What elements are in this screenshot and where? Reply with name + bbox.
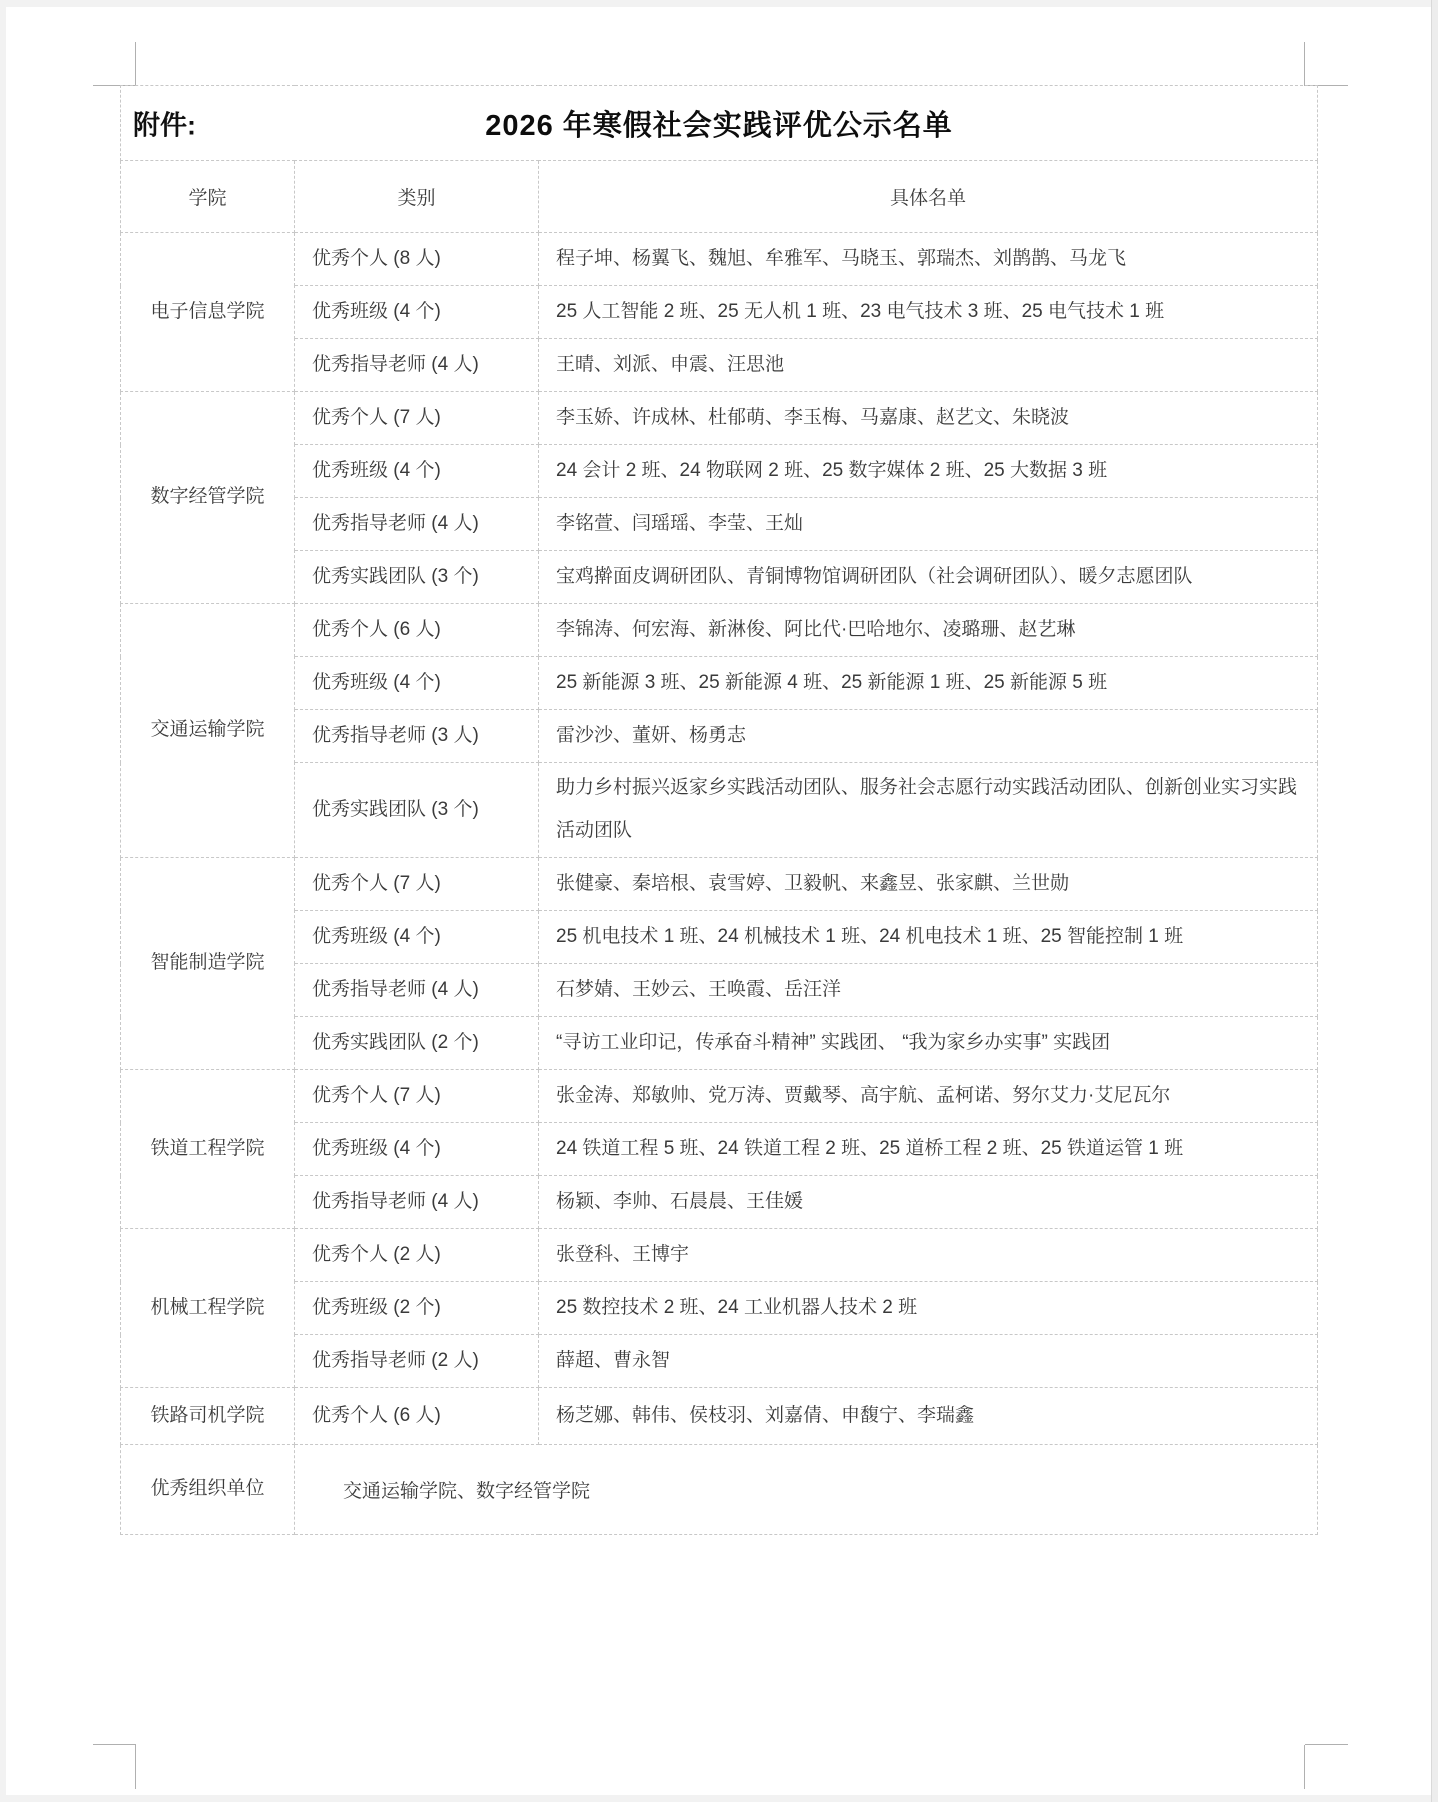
category-cell: 优秀班级 (4 个) xyxy=(295,445,539,498)
namelist-cell: 李铭萱、闫瑶瑶、李莹、王灿 xyxy=(539,498,1318,551)
namelist-cell: 雷沙沙、董妍、杨勇志 xyxy=(539,710,1318,763)
category-cell: 优秀班级 (4 个) xyxy=(295,657,539,710)
category-cell: 优秀班级 (4 个) xyxy=(295,286,539,339)
namelist-cell: 王晴、刘派、申震、汪思池 xyxy=(539,339,1318,392)
namelist-cell: 张登科、王博宇 xyxy=(539,1229,1318,1282)
namelist-cell: 张金涛、郑敏帅、党万涛、贾戴琴、高宇航、孟柯诺、努尔艾力·艾尼瓦尔 xyxy=(539,1070,1318,1123)
college-cell: 数字经管学院 xyxy=(121,392,295,604)
category-cell: 优秀实践团队 (3 个) xyxy=(295,551,539,604)
attachment-label: 附件: xyxy=(133,110,196,141)
namelist-cell: 李锦涛、何宏海、新淋俊、阿比代·巴哈地尔、凌璐珊、赵艺琳 xyxy=(539,604,1318,657)
crop-mark-top-right-v xyxy=(1304,42,1305,86)
namelist-cell: 杨颖、李帅、石晨晨、王佳媛 xyxy=(539,1176,1318,1229)
category-cell: 优秀个人 (8 人) xyxy=(295,233,539,286)
category-cell: 优秀指导老师 (4 人) xyxy=(295,339,539,392)
namelist-cell: 程子坤、杨翼飞、魏旭、牟雅军、马晓玉、郭瑞杰、刘鹊鹊、马龙飞 xyxy=(539,233,1318,286)
category-cell: 优秀指导老师 (4 人) xyxy=(295,964,539,1017)
namelist-cell: 薛超、曹永智 xyxy=(539,1335,1318,1388)
college-cell: 交通运输学院 xyxy=(121,604,295,858)
crop-mark-bottom-right-v xyxy=(1304,1745,1305,1789)
namelist-cell: 李玉娇、许成林、杜郁萌、李玉梅、马嘉康、赵艺文、朱晓波 xyxy=(539,392,1318,445)
namelist-cell: 25 新能源 3 班、25 新能源 4 班、25 新能源 1 班、25 新能源 5 班 xyxy=(539,657,1318,710)
page-title: 2026 年寒假社会实践评优公示名单 xyxy=(485,109,953,142)
page-edge-bottom xyxy=(0,1795,1438,1802)
namelist-cell: 25 人工智能 2 班、25 无人机 1 班、23 电气技术 3 班、25 电气技术 1 班 xyxy=(539,286,1318,339)
category-cell: 优秀实践团队 (2 个) xyxy=(295,1017,539,1070)
namelist-cell: 助力乡村振兴返家乡实践活动团队、服务社会志愿行动实践活动团队、创新创业实习实践活动团队 xyxy=(539,763,1318,858)
category-cell: 优秀个人 (7 人) xyxy=(295,392,539,445)
category-cell: 优秀指导老师 (4 人) xyxy=(295,1176,539,1229)
namelist-cell: 张健豪、秦培根、袁雪婷、卫毅帆、来鑫昱、张家麒、兰世勋 xyxy=(539,858,1318,911)
page-edge-right xyxy=(1431,0,1438,1802)
award-table xyxy=(120,85,1318,1535)
namelist-cell: 24 铁道工程 5 班、24 铁道工程 2 班、25 道桥工程 2 班、25 铁道运管 1 班 xyxy=(539,1123,1318,1176)
crop-mark-bottom-left-h xyxy=(93,1744,136,1745)
college-cell: 机械工程学院 xyxy=(121,1229,295,1388)
namelist-cell: 石梦婧、王妙云、王唤霞、岳汪洋 xyxy=(539,964,1318,1017)
namelist-cell: 25 机电技术 1 班、24 机械技术 1 班、24 机电技术 1 班、25 智能控制 1 班 xyxy=(539,911,1318,964)
column-header-college: 学院 xyxy=(121,161,295,233)
category-cell: 优秀个人 (7 人) xyxy=(295,1070,539,1123)
namelist-cell: 25 数控技术 2 班、24 工业机器人技术 2 班 xyxy=(539,1282,1318,1335)
college-cell: 铁道工程学院 xyxy=(121,1070,295,1229)
category-cell: 优秀班级 (4 个) xyxy=(295,911,539,964)
namelist-cell: “寻访工业印记，传承奋斗精神” 实践团、 “我为家乡办实事” 实践团 xyxy=(539,1017,1318,1070)
crop-mark-top-left-v xyxy=(135,42,136,86)
column-header-list: 具体名单 xyxy=(539,161,1318,233)
college-cell: 智能制造学院 xyxy=(121,858,295,1070)
category-cell: 优秀个人 (2 人) xyxy=(295,1229,539,1282)
category-cell: 优秀个人 (7 人) xyxy=(295,858,539,911)
namelist-cell: 杨芝娜、韩伟、侯枝羽、刘嘉倩、申馥宁、李瑞鑫 xyxy=(539,1388,1318,1445)
category-cell: 优秀个人 (6 人) xyxy=(295,604,539,657)
category-cell: 优秀指导老师 (3 人) xyxy=(295,710,539,763)
college-cell: 电子信息学院 xyxy=(121,233,295,392)
namelist-cell: 24 会计 2 班、24 物联网 2 班、25 数字媒体 2 班、25 大数据 3 班 xyxy=(539,445,1318,498)
title-row xyxy=(121,86,1318,161)
category-cell: 优秀指导老师 (2 人) xyxy=(295,1335,539,1388)
category-cell: 优秀个人 (6 人) xyxy=(295,1388,539,1445)
page-edge-top xyxy=(0,0,1438,7)
org-unit-label: 优秀组织单位 xyxy=(121,1445,295,1535)
namelist-cell: 宝鸡擀面皮调研团队、青铜博物馆调研团队（社会调研团队）、暖夕志愿团队 xyxy=(539,551,1318,604)
category-cell: 优秀实践团队 (3 个) xyxy=(295,763,539,858)
category-cell: 优秀指导老师 (4 人) xyxy=(295,498,539,551)
category-cell: 优秀班级 (4 个) xyxy=(295,1123,539,1176)
page-edge-left xyxy=(0,0,6,1802)
column-header-category: 类别 xyxy=(295,161,539,233)
category-cell: 优秀班级 (2 个) xyxy=(295,1282,539,1335)
college-cell: 铁路司机学院 xyxy=(121,1388,295,1445)
crop-mark-bottom-right-h xyxy=(1305,1744,1348,1745)
org-unit-list: 交通运输学院、数字经管学院 xyxy=(295,1445,1318,1535)
crop-mark-bottom-left-v xyxy=(135,1745,136,1789)
